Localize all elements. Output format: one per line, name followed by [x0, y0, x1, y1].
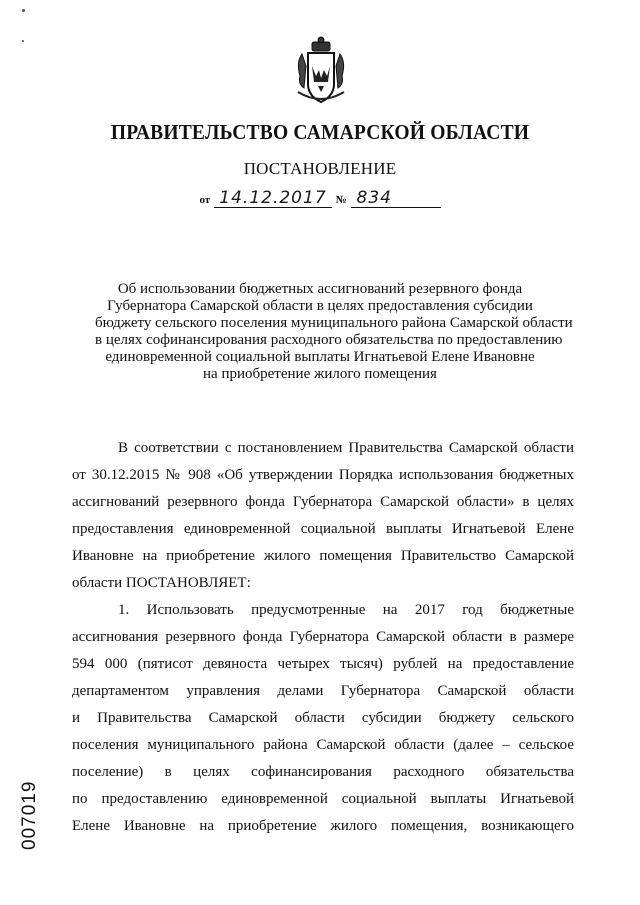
scan-speck	[22, 40, 24, 42]
scan-speck	[22, 9, 25, 12]
body-line: от 30.12.2015 № 908 «Об утверждении Порядка использования бюджетных	[72, 467, 574, 483]
handwritten-number: 834	[351, 190, 441, 208]
subject-line: Губернатора Самарской области в целях предоставления субсидии	[107, 298, 533, 314]
margin-registration-code: 007019	[19, 780, 40, 850]
document-type: ПОСТАНОВЛЕНИЕ	[243, 159, 397, 178]
subject-line: бюджету сельского поселения муниципального района Самарской области	[95, 315, 573, 331]
body-line: Елене Ивановне на приобретение жилого помещения, возникающего	[72, 818, 574, 834]
date-number-line	[0, 190, 640, 208]
handwritten-date: 14.12.2017	[214, 190, 332, 208]
body-line: ассигнований резервного фонда Губернатора Самарской области» в целях	[72, 494, 574, 510]
subject-block	[95, 281, 573, 383]
body-line: по предоставлению единовременной социальной выплаты Игнатьевой	[72, 791, 574, 807]
body-line: поселение) в целях софинансирования расходного обязательства	[72, 764, 574, 780]
body-text	[72, 435, 574, 840]
subject-line: в целях софинансирования расходного обязательства по предоставлению	[95, 332, 563, 348]
body-line: департаментом управления делами Губернатора Самарской области	[72, 683, 574, 699]
body-line: предоставления единовременной социальной выплаты Игнатьевой Елене	[72, 521, 574, 537]
subject-line: на приобретение жилого помещения	[203, 366, 437, 382]
body-line: поселения муниципального района Самарской области (далее – сельское	[72, 737, 574, 753]
body-line: 594 000 (пятисот девяноста четырех тысяч) рублей на предоставление	[72, 656, 574, 672]
date-prefix: от	[199, 194, 211, 206]
body-line: 1. Использовать предусмотренные на 2017 год бюджетные	[118, 602, 574, 618]
organization-title: ПРАВИТЕЛЬСТВО САМАРСКОЙ ОБЛАСТИ	[110, 120, 530, 144]
number-prefix: №	[335, 194, 347, 206]
body-line: и Правительства Самарской области субсидии бюджету сельского	[72, 710, 574, 726]
body-line: ассигнования резервного фонда Губернатора Самарской области в размере	[72, 629, 574, 645]
body-line: В соответствии с постановлением Правительства Самарской области	[118, 440, 574, 456]
subject-line: единовременной социальной выплаты Игнатьевой Елене Ивановне	[105, 349, 535, 365]
coat-of-arms-icon	[292, 36, 350, 108]
body-line: Ивановне на приобретение жилого помещения Правительство Самарской	[72, 548, 574, 564]
subject-line: Об использовании бюджетных ассигнований резервного фонда	[117, 281, 523, 297]
body-line: области ПОСТАНОВЛЯЕТ:	[72, 575, 251, 591]
